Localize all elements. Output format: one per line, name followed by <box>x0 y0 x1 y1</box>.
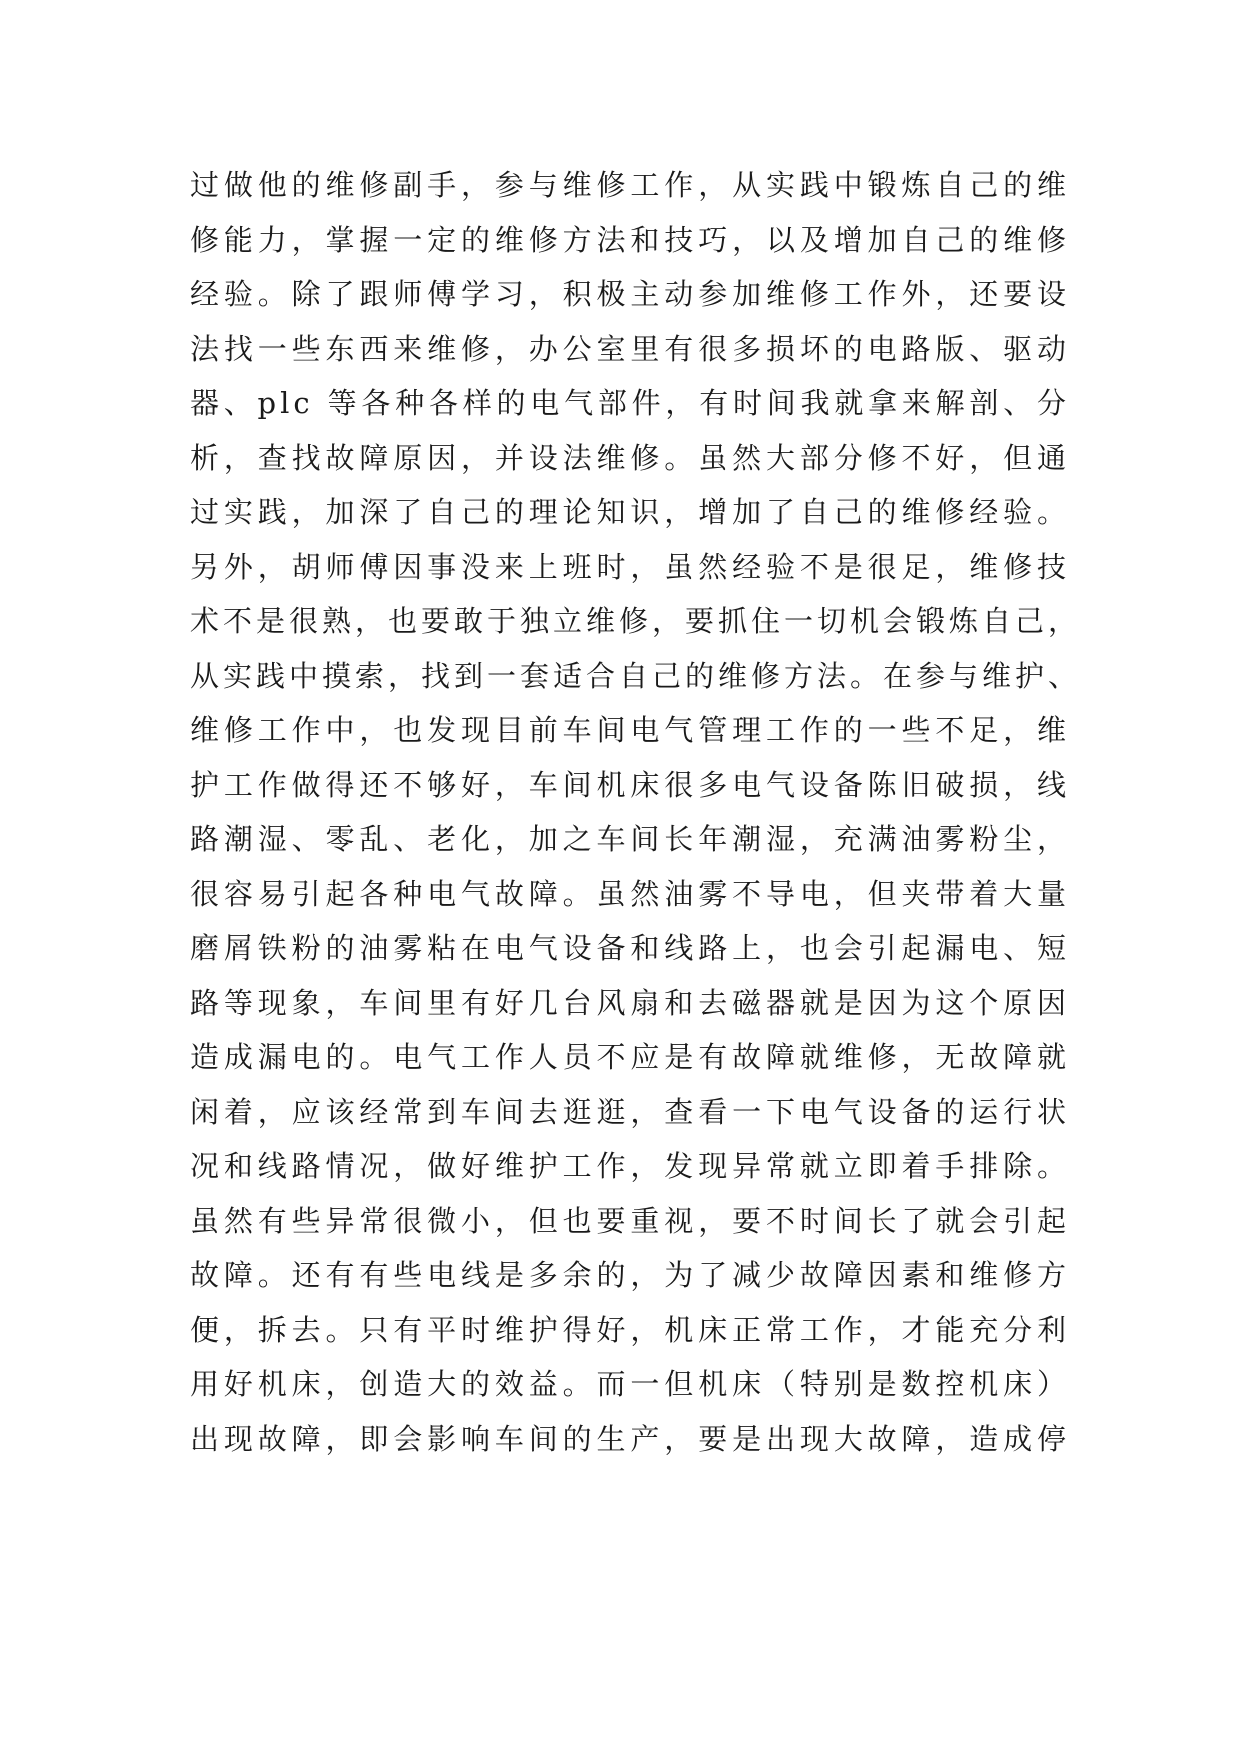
text-line: 出现故障，即会影响车间的生产，要是出现大故障，造成停 <box>190 1421 1070 1456</box>
text-line: 从实践中摸索，找到一套适合自己的维修方法。在参与维护、 <box>190 658 1082 693</box>
text-line: 法找一些东西来维修，办公室里有很多损坏的电路版、驱动 <box>190 331 1070 366</box>
text-line: 经验。除了跟师傅学习，积极主动参加维修工作外，还要设 <box>190 277 1070 311</box>
text-line: 造成漏电的。电气工作人员不应是有故障就维修，无故障就 <box>190 1040 1070 1074</box>
text-line: 维修工作中，也发现目前车间电气管理工作的一些不足，维 <box>190 713 1070 747</box>
text-line: 护工作做得还不够好，车间机床很多电气设备陈旧破损，线 <box>190 767 1070 802</box>
text-line: 路潮湿、零乱、老化，加之车间长年潮湿，充满油雾粉尘， <box>190 822 1070 856</box>
text-line: 另外，胡师傅因事没来上班时，虽然经验不是很足，维修技 <box>190 549 1070 584</box>
text-line: 用好机床，创造大的效益。而一但机床（特别是数控机床） <box>190 1367 1070 1401</box>
text-line: 过实践，加深了自己的理论知识，增加了自己的维修经验。 <box>190 495 1070 529</box>
text-line: 路等现象，车间里有好几台风扇和去磁器就是因为这个原因 <box>190 985 1070 1020</box>
text-line: 磨屑铁粉的油雾粘在电气设备和线路上，也会引起漏电、短 <box>190 931 1070 965</box>
text-line: 术不是很熟，也要敢于独立维修，要抓住一切机会锻炼自己， <box>190 604 1082 638</box>
body-paragraph <box>190 158 1082 1466</box>
text-line: 很容易引起各种电气故障。虽然油雾不导电，但夹带着大量 <box>190 876 1070 911</box>
text-line: 闲着，应该经常到车间去逛逛，查看一下电气设备的运行状 <box>190 1094 1070 1129</box>
text-line: 故障。还有有些电线是多余的，为了减少故障因素和维修方 <box>190 1258 1070 1292</box>
text-line: 便，拆去。只有平时维护得好，机床正常工作，才能充分利 <box>190 1312 1070 1347</box>
text-line: 析，查找故障原因，并设法维修。虽然大部分修不好，但通 <box>190 440 1070 475</box>
text-line: 况和线路情况，做好维护工作，发现异常就立即着手排除。 <box>190 1149 1070 1183</box>
text-line: 过做他的维修副手，参与维修工作，从实践中锻炼自己的维 <box>190 168 1070 202</box>
text-line: 修能力，掌握一定的维修方法和技巧，以及增加自己的维修 <box>190 222 1070 257</box>
text-line: 器、plc 等各种各样的电气部件，有时间我就拿来解剖、分 <box>190 386 1070 420</box>
text-line: 虽然有些异常很微小，但也要重视，要不时间长了就会引起 <box>190 1203 1070 1238</box>
